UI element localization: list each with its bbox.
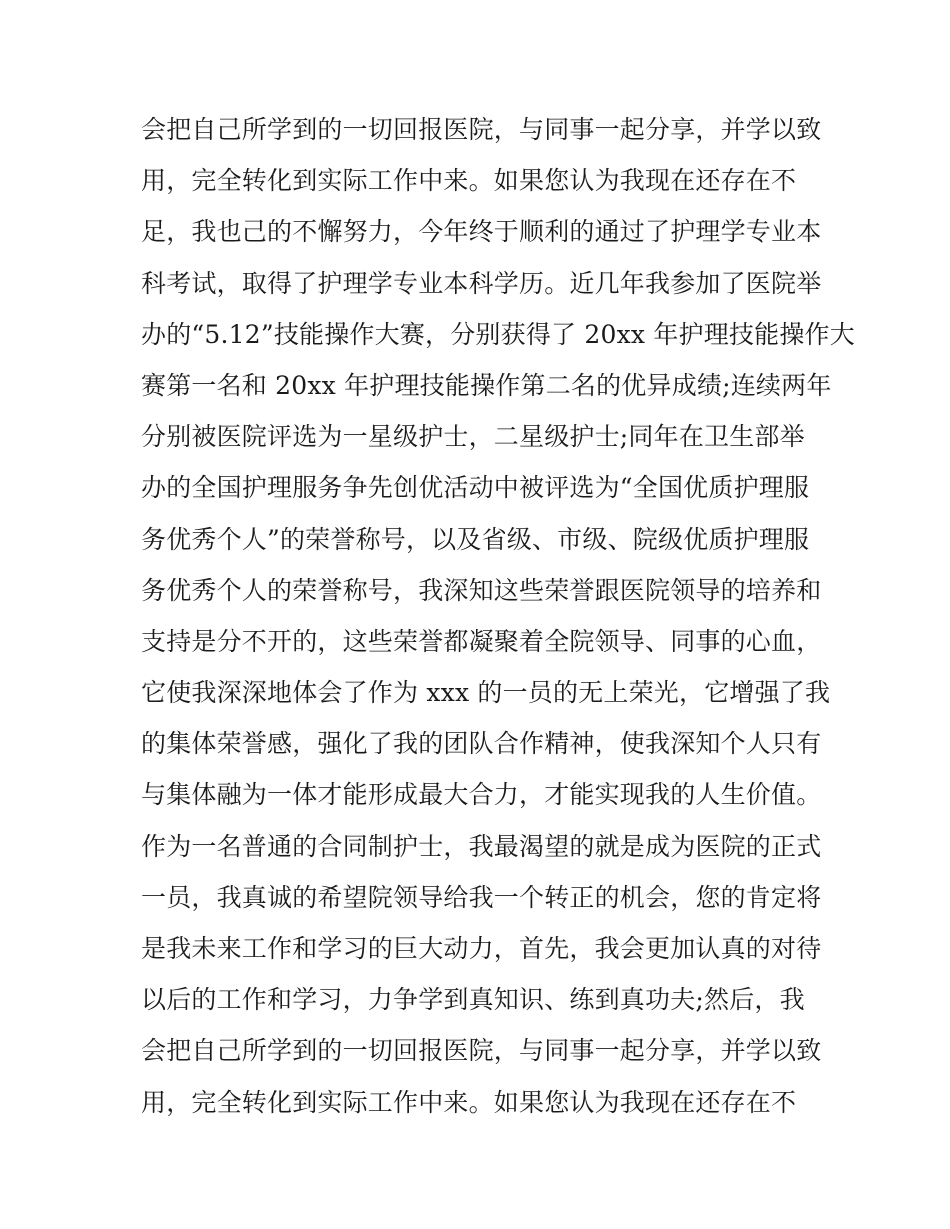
text-line-14: 与集体融为一体才能形成最大合力，才能实现我的人生价值。 — [141, 780, 822, 810]
text-line-16: 一员，我真诚的希望院领导给我一个转正的机会，您的肯定将 — [141, 882, 822, 912]
text-line-12: 它使我深深地体会了作为 xxx 的一员的无上荣光，它增强了我 — [141, 678, 831, 708]
text-line-9: 务优秀个人”的荣誉称号，以及省级、市级、院级优质护理服 — [141, 524, 810, 554]
text-line-1: 会把自己所学到的一切回报医院，与同事一起分享，并学以致 — [141, 115, 822, 144]
text-line-13: 的集体荣誉感，强化了我的团队合作精神，使我深知个人只有 — [141, 729, 822, 759]
text-line-11: 支持是分不开的，这些荣誉都凝聚着全院领导、同事的心血， — [141, 626, 822, 656]
text-line-10: 务优秀个人的荣誉称号，我深知这些荣誉跟医院领导的培养和 — [141, 575, 822, 605]
text-line-17: 是我未来工作和学习的巨大动力，首先，我会更加认真的对待 — [141, 934, 822, 963]
text-line-19: 会把自己所学到的一切回报医院，与同事一起分享，并学以致 — [141, 1036, 822, 1066]
text-line-6: 赛第一名和 20xx 年护理技能操作第二名的优异成绩;连续两年 — [141, 370, 832, 400]
text-line-8: 办的全国护理服务争先创优活动中被评选为“全国优质护理服 — [141, 473, 810, 503]
text-line-3: 足，我也己的不懈努力，今年终于顺利的通过了护理学专业本 — [141, 217, 822, 247]
document-text — [141, 104, 855, 1128]
text-line-20: 用，完全转化到实际工作中来。如果您认为我现在还存在不 — [141, 1087, 797, 1117]
text-line-4: 科考试，取得了护理学专业本科学历。近几年我参加了医院举 — [141, 268, 822, 298]
text-line-7: 分别被医院评选为一星级护士，二星级护士;同年在卫生部举 — [141, 422, 805, 452]
text-line-5: 办的“5.12”技能操作大赛，分别获得了 20xx 年护理技能操作大 — [141, 319, 855, 349]
text-line-2: 用，完全转化到实际工作中来。如果您认为我现在还存在不 — [141, 166, 797, 196]
text-line-15: 作为一名普通的合同制护士，我最渴望的就是成为医院的正式 — [141, 831, 822, 861]
text-line-18: 以后的工作和学习，力争学到真知识、练到真功夫;然后，我 — [141, 985, 805, 1015]
